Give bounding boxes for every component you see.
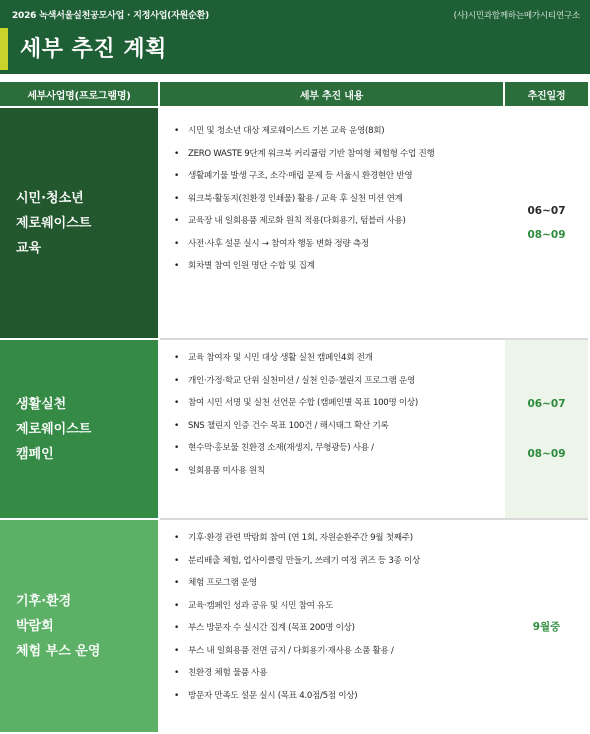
category-line: 생활실천 (16, 396, 67, 412)
page-title: 세부 추진 계획 (20, 37, 167, 62)
schedule-value: 06~07 (527, 398, 566, 410)
category-line: 제로웨이스트 (16, 421, 92, 437)
category-cell-education (0, 108, 158, 338)
list-item: • 친환경 체험 물품 사용 (172, 662, 502, 685)
list-item: • SNS 챌린지 인증 건수 목표 100건 / 해시태그 확산 기록 (172, 415, 502, 438)
plan-table (0, 82, 588, 734)
schedule-value: 9월중 (532, 620, 561, 633)
schedule-value: 06~07 (527, 205, 566, 217)
list-item: • 시민 및 청소년 대상 제로웨이스트 기본 교육 운영(8회) (172, 120, 502, 143)
schedule-cell-expo (505, 520, 588, 732)
column-header-schedule: 추진일정 (505, 82, 588, 106)
details-cell-campaign (162, 347, 502, 512)
list-item: • 사전·사후 설문 실시 → 참여자 행동 변화 정량 측정 (172, 233, 502, 256)
list-item: • 부스 내 일회용품 전면 금지 / 다회용기·재사용 소품 활용 / (172, 640, 502, 663)
list-item: • 기후·환경 관련 박람회 참여 (연 1회, 자원순환주간 9월 첫째주) (172, 527, 502, 550)
category-cell-expo (0, 520, 158, 732)
list-item: • 회차별 참여 인원 명단 수합 및 집계 (172, 255, 502, 278)
list-item: • 방문자 만족도 설문 실시 (목표 4.0점/5점 이상) (172, 685, 502, 708)
list-item: • 교육 참여자 및 시민 대상 생활 실천 캠페인4회 전개 (172, 347, 502, 370)
column-header-program: 세부사업명(프로그램명) (0, 82, 158, 106)
organization-name: (사)시민과함께하는메가시티연구소 (453, 11, 580, 21)
details-cell-education (162, 120, 502, 330)
list-item: • 분리배출 체험, 업사이클링 만들기, 쓰레기 여정 퀴즈 등 3종 이상 (172, 550, 502, 573)
column-header-details: 세부 추진 내용 (160, 82, 503, 106)
list-item: • 교육장 내 일회용품 제로화 원칙 적용(다회용기, 텀블러 사용) (172, 210, 502, 233)
list-item: • 현수막·홍보물 친환경 소재(재생지, 무형광등) 사용 / (172, 437, 502, 460)
list-item: • 개인·가정·학교 단위 실천미션 / 실천 인증·챌린지 프로그램 운영 (172, 370, 502, 393)
category-line: 제로웨이스트 (16, 215, 92, 231)
schedule-value: 08~09 (527, 448, 566, 460)
schedule-cell-campaign (505, 340, 588, 518)
list-item: • 워크북·활동지(친환경 인쇄물) 활용 / 교육 후 실천 미션 연계 (172, 188, 502, 211)
list-item: • 교육·캠페인 성과 공유 및 시민 참여 유도 (172, 595, 502, 618)
category-line: 교육 (16, 240, 42, 256)
list-item: • 부스 방문자 수 실시간 집계 (목표 200명 이상) (172, 617, 502, 640)
category-line: 체험 부스 운영 (16, 643, 101, 659)
category-line: 시민·청소년 (16, 190, 84, 206)
details-cell-expo (162, 527, 502, 727)
category-cell-campaign (0, 340, 158, 518)
category-line: 기후·환경 (16, 593, 72, 609)
schedule-value: 08~09 (527, 229, 566, 241)
project-label: 2026 녹색서울실천공모사업 · 지정사업(자원순환) (12, 11, 209, 21)
list-item: • 체험 프로그램 운영 (172, 572, 502, 595)
category-line: 캠페인 (16, 446, 54, 462)
list-item: • 일회용품 미사용 원칙 (172, 460, 502, 483)
list-item: • 참여 시민 서명 및 실천 선언문 수합 (캠페인별 목표 100명 이상) (172, 392, 502, 415)
list-item: • ZERO WASTE 9단계 워크북 커리큘럼 기반 참여형 체험형 수업 진행 (172, 143, 502, 166)
schedule-cell-education (505, 108, 588, 338)
list-item: • 생활폐기물 발생 구조, 소각·매립 문제 등 서울시 환경현안 반영 (172, 165, 502, 188)
table-header-row (0, 82, 588, 106)
category-line: 박람회 (16, 618, 54, 634)
title-accent-bar (0, 28, 8, 70)
